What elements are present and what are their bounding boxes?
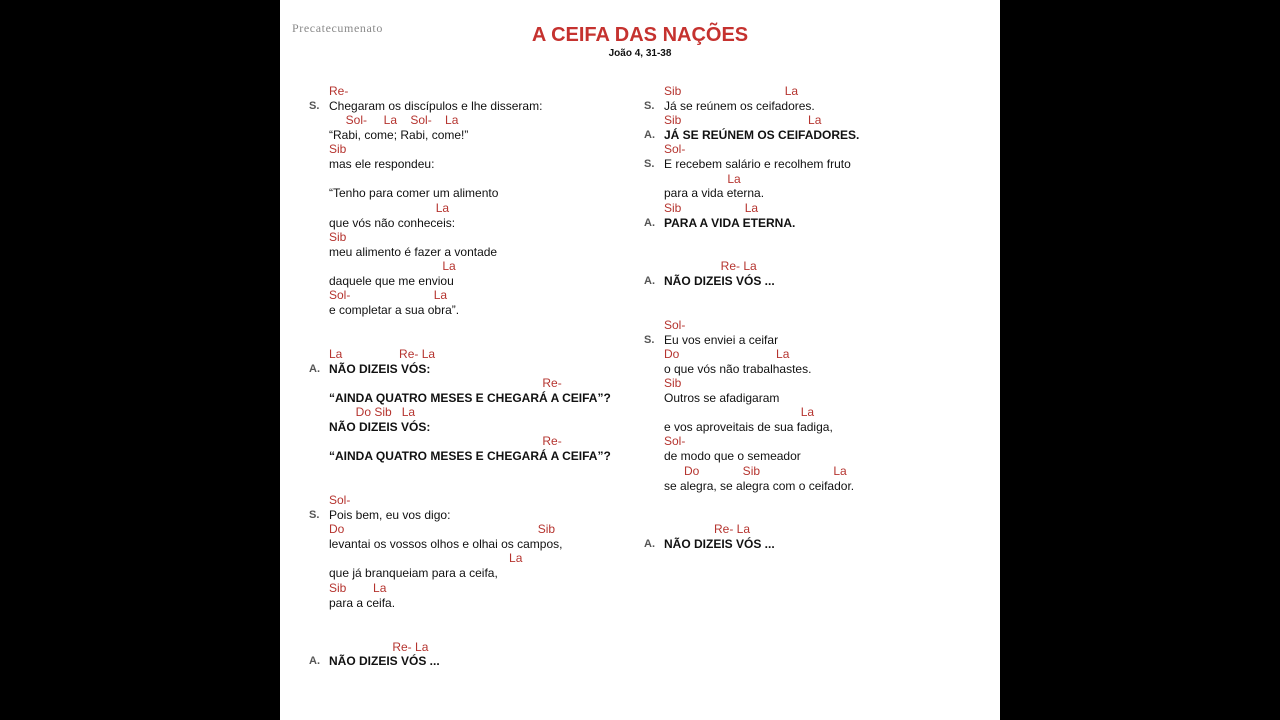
speaker-label: S.	[644, 334, 655, 346]
lyric-line: levantai os vossos olhos e olhai os campos,	[329, 537, 563, 551]
speaker-label: A.	[644, 538, 655, 550]
chord-line: Re-	[329, 84, 349, 98]
chord-line: Sib	[329, 142, 347, 156]
song-sheet-page	[280, 0, 1000, 720]
chord-line: Sol-	[664, 142, 686, 156]
lyric-line: para a vida eterna.	[664, 186, 765, 200]
speaker-label: S.	[309, 509, 320, 521]
lyric-line: NÃO DIZEIS VÓS ...	[329, 654, 440, 668]
chord-line: Do Sib	[329, 522, 556, 536]
lyric-line: se alegra, se alegra com o ceifador.	[664, 479, 855, 493]
chord-line: Re- La	[329, 640, 429, 654]
lyric-line: Já se reúnem os ceifadores.	[664, 99, 815, 113]
speaker-label: A.	[644, 129, 655, 141]
lyric-line: Pois bem, eu vos digo:	[329, 508, 451, 522]
chord-line: La	[329, 201, 450, 215]
chord-line: Sib La	[329, 581, 387, 595]
chord-line: La	[664, 172, 741, 186]
speaker-label: S.	[644, 158, 655, 170]
chord-line: Re-	[329, 434, 562, 448]
lyric-line: “Tenho para comer um alimento	[329, 186, 499, 200]
chord-line: Re-	[329, 376, 562, 390]
chord-line: Do La	[664, 347, 790, 361]
speaker-label: A.	[644, 217, 655, 229]
lyric-line: Eu vos enviei a ceifar	[664, 333, 779, 347]
lyric-line: NÃO DIZEIS VÓS ...	[664, 537, 775, 551]
chord-line: La	[329, 259, 456, 273]
chord-line: Sib	[329, 230, 347, 244]
speaker-label: A.	[309, 363, 320, 375]
lyric-line: NÃO DIZEIS VÓS ...	[664, 274, 775, 288]
chord-line: Do Sib La	[329, 405, 416, 419]
lyric-line: e vos aproveitais de sua fadiga,	[664, 420, 833, 434]
chord-line: Sol-	[329, 493, 351, 507]
lyric-line: meu alimento é fazer a vontade	[329, 245, 498, 259]
lyric-line: Chegaram os discípulos e lhe disseram:	[329, 99, 543, 113]
lyric-line: que já branqueiam para a ceifa,	[329, 566, 498, 580]
chord-line: Sol-	[664, 434, 686, 448]
song-reference: João 4, 31-38	[608, 48, 672, 59]
chord-line: La	[329, 551, 523, 565]
category-label: Precatecumenato	[292, 21, 383, 35]
lyric-line: NÃO DIZEIS VÓS:	[329, 420, 431, 434]
chord-line: La	[664, 405, 815, 419]
lyric-line: NÃO DIZEIS VÓS:	[329, 362, 431, 376]
chord-line: Sib La	[664, 113, 822, 127]
lyric-line: “AINDA QUATRO MESES E CHEGARÁ A CEIFA”?	[329, 449, 611, 463]
chord-line: Sib La	[664, 84, 799, 98]
lyric-line: de modo que o semeador	[664, 449, 801, 463]
chord-line: Sol- La	[329, 288, 448, 302]
lyric-line: “Rabi, come; Rabi, come!”	[329, 128, 469, 142]
speaker-label: A.	[644, 275, 655, 287]
chord-line: Sib La	[664, 201, 759, 215]
lyric-line: e completar a sua obra”.	[329, 303, 460, 317]
lyric-line: Outros se afadigaram	[664, 391, 780, 405]
lyric-line: o que vós não trabalhastes.	[664, 362, 812, 376]
lyric-line: para a ceifa.	[329, 596, 396, 610]
chord-line: Sib	[664, 376, 682, 390]
song-title: A CEIFA DAS NAÇÕES	[531, 24, 749, 46]
chord-line: La Re- La	[329, 347, 436, 361]
lyric-line: mas ele respondeu:	[329, 157, 435, 171]
lyric-line: E recebem salário e recolhem fruto	[664, 157, 851, 171]
speaker-label: A.	[309, 655, 320, 667]
chord-line: Re- La	[664, 522, 751, 536]
chord-line: Do Sib La	[664, 464, 847, 478]
lyric-line: daquele que me enviou	[329, 274, 454, 288]
lyric-line: JÁ SE REÚNEM OS CEIFADORES.	[664, 128, 860, 142]
chord-line: Sol- La Sol- La	[329, 113, 459, 127]
lyric-line: que vós não conheceis:	[329, 216, 456, 230]
lyric-line: PARA A VIDA ETERNA.	[664, 216, 796, 230]
speaker-label: S.	[644, 100, 655, 112]
lyric-line: “AINDA QUATRO MESES E CHEGARÁ A CEIFA”?	[329, 391, 611, 405]
chord-line: Re- La	[664, 259, 757, 273]
speaker-label: S.	[309, 100, 320, 112]
chord-line: Sol-	[664, 318, 686, 332]
